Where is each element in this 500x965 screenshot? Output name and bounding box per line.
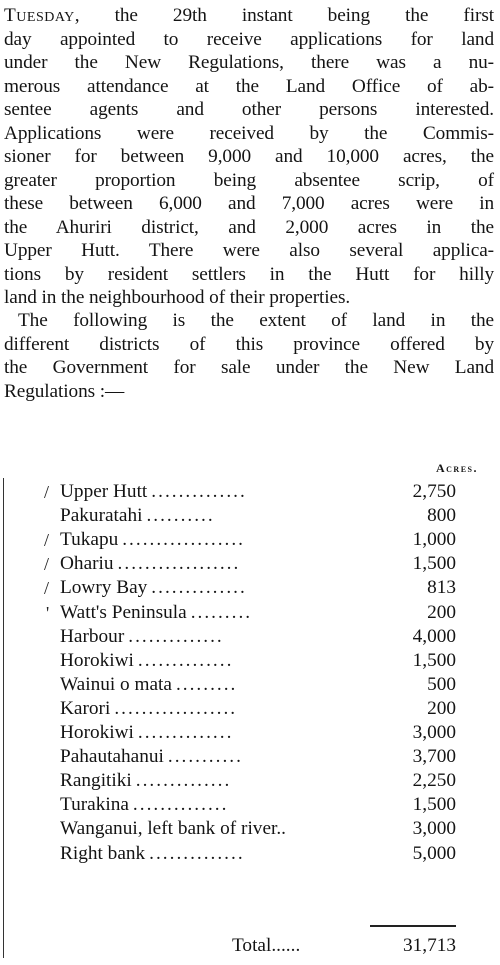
district-acres: 3,000 <box>412 722 456 743</box>
district-name: Right bank <box>60 842 146 864</box>
district-name: Karori <box>60 697 111 719</box>
table-row <box>0 673 500 697</box>
margin-tick-mark: / <box>44 530 50 551</box>
article-line: the Government for sale under the New Land <box>4 357 494 378</box>
table-row <box>0 745 500 769</box>
district-name: Horokiwi <box>60 649 134 671</box>
district-name: Harbour <box>60 625 125 647</box>
district-name: Rangitiki <box>60 770 132 792</box>
margin-tick-mark: / <box>44 578 50 599</box>
margin-tick-mark: ' <box>46 602 50 623</box>
district-acres: 2,250 <box>412 770 456 792</box>
table-row <box>0 842 500 866</box>
district-acres: 800 <box>427 505 456 527</box>
table-row <box>0 504 500 528</box>
district-name: Tukapu <box>60 529 119 551</box>
district-acres: 2,750 <box>412 481 456 502</box>
district-acres: 1,500 <box>412 553 456 575</box>
table-row <box>0 793 500 817</box>
table-row <box>0 649 500 673</box>
article-line: Applications were received by the Commis- <box>4 122 494 144</box>
article-paragraph-2 <box>4 309 494 403</box>
district-name: Watt's Peninsula <box>60 601 187 623</box>
leader-dots: ......... <box>190 601 253 623</box>
table-row <box>0 576 500 600</box>
leader-dots: ........... <box>167 746 243 768</box>
district-acres: 3,000 <box>412 818 456 840</box>
district-name: Pahautahanui <box>60 746 164 768</box>
total-rule <box>370 925 456 927</box>
margin-tick-mark: / <box>44 482 50 502</box>
district-name: Horokiwi <box>60 722 134 743</box>
leader-dots: .............. <box>135 770 232 792</box>
leader-dots: .............. <box>151 577 247 599</box>
district-acres: 200 <box>427 601 456 623</box>
article-line: The following is the extent of land in the <box>18 310 494 331</box>
article-line-text: , the 29th instant being the first <box>74 5 494 26</box>
district-name: Lowry Bay <box>60 577 148 599</box>
district-acres: 813 <box>427 577 456 599</box>
table-row <box>0 697 500 721</box>
article-line: day appointed to receive applications for land <box>4 28 494 50</box>
table-row <box>0 480 500 504</box>
leader-dots: .................. <box>117 553 241 575</box>
district-name: Wainui o mata <box>60 673 172 695</box>
total-row <box>0 932 500 960</box>
table-row <box>0 528 500 552</box>
article-line: the Ahuriri district, and 2,000 acres in the <box>4 216 494 238</box>
article-line: different districts of this province offered by <box>4 333 494 355</box>
table-row <box>0 721 500 745</box>
total-label: Total...... <box>232 935 301 956</box>
district-acres: 1,500 <box>412 794 456 816</box>
table-row <box>0 625 500 649</box>
district-acres: 3,700 <box>412 746 456 768</box>
article-line: Regulations :— <box>4 380 125 402</box>
article-line: merous attendance at the Land Office of ab- <box>4 75 494 97</box>
leader-dots: .............. <box>132 794 229 816</box>
leader-dots: .............. <box>137 649 234 671</box>
leader-dots: ......... <box>175 673 238 695</box>
district-acres: 5,000 <box>412 842 456 864</box>
table-row <box>0 552 500 576</box>
article-line: under the New Regulations, there was a nu- <box>4 52 494 73</box>
article-line: land in the neighbourhood of their properties. <box>4 287 351 308</box>
article-line: tions by resident settlers in the Hutt for hilly <box>4 263 494 285</box>
district-acres: 1,000 <box>412 529 456 551</box>
leader-dots: .............. <box>151 481 247 502</box>
leader-dots: .............. <box>149 842 245 864</box>
leader-dots: .............. <box>137 722 234 743</box>
leader-dots: .................. <box>122 529 245 551</box>
district-acres: 1,500 <box>412 649 456 671</box>
table-row <box>0 601 500 625</box>
district-name: Pakuratahi <box>60 505 143 527</box>
leader-dots: .......... <box>146 505 215 527</box>
total-value: 31,713 <box>402 935 456 956</box>
district-acres: 200 <box>427 697 456 719</box>
article-line: greater proportion being absentee scrip, of <box>4 169 494 191</box>
leader-dots: .................. <box>114 697 238 719</box>
article-line <box>4 4 494 28</box>
margin-tick-mark: / <box>44 554 50 575</box>
district-acres: 500 <box>427 673 456 695</box>
district-name: Ohariu <box>60 553 114 575</box>
article-line: sioner for between 9,000 and 10,000 acres, the <box>4 146 494 167</box>
acres-column-header: Acres. <box>435 461 478 475</box>
article-line: Upper Hutt. There were also several applica- <box>4 240 494 261</box>
table-row <box>0 769 500 793</box>
article-line: sentee agents and other persons interested. <box>4 99 494 120</box>
article-paragraph-1 <box>4 4 494 310</box>
district-name: Wanganui, left bank of river.. <box>60 818 286 840</box>
leader-dots: .............. <box>128 625 224 647</box>
district-acres: 4,000 <box>412 625 456 647</box>
article-line: these between 6,000 and 7,000 acres were in <box>4 193 494 214</box>
district-name: Turakina <box>60 794 129 816</box>
lead-word: Tuesday <box>4 5 75 26</box>
district-name: Upper Hutt <box>60 481 148 502</box>
table-row <box>0 817 500 841</box>
